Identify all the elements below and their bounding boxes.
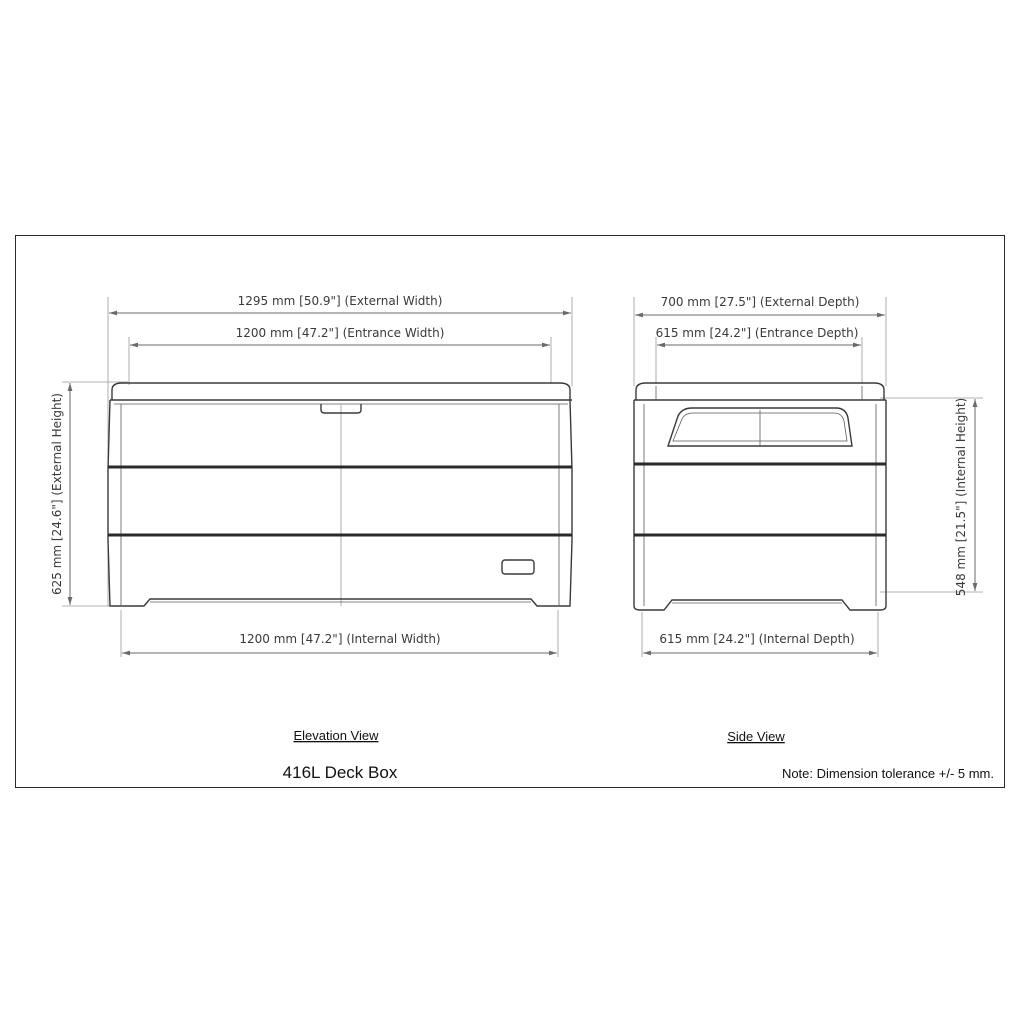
external-depth-label: 700 mm [27.5"] (External Depth) [660,295,860,309]
external-width-label: 1295 mm [50.9"] (External Width) [237,294,443,308]
elevation-view [50,294,572,657]
tolerance-note: Note: Dimension tolerance +/- 5 mm. [781,766,994,781]
deck-box-front-drawing [108,383,572,606]
side-view-label: Side View [727,729,785,744]
entrance-width-label: 1200 mm [47.2"] (Entrance Width) [235,326,445,340]
label-plate [502,560,534,574]
internal-depth-label: 615 mm [24.2"] (Internal Depth) [659,632,855,646]
entrance-depth-label: 615 mm [24.2"] (Entrance Depth) [655,326,859,340]
deck-box-side-drawing [634,383,886,610]
product-title: 416L Deck Box [282,763,398,782]
side-view [634,295,983,657]
external-height-label: 625 mm [24.6"] (External Height) [50,393,64,595]
elevation-extension-lines [62,297,572,657]
elevation-view-label: Elevation View [293,728,379,743]
internal-height-label: 548 mm [21.5"] (Internal Height) [954,397,968,597]
internal-width-label: 1200 mm [47.2"] (Internal Width) [239,632,441,646]
